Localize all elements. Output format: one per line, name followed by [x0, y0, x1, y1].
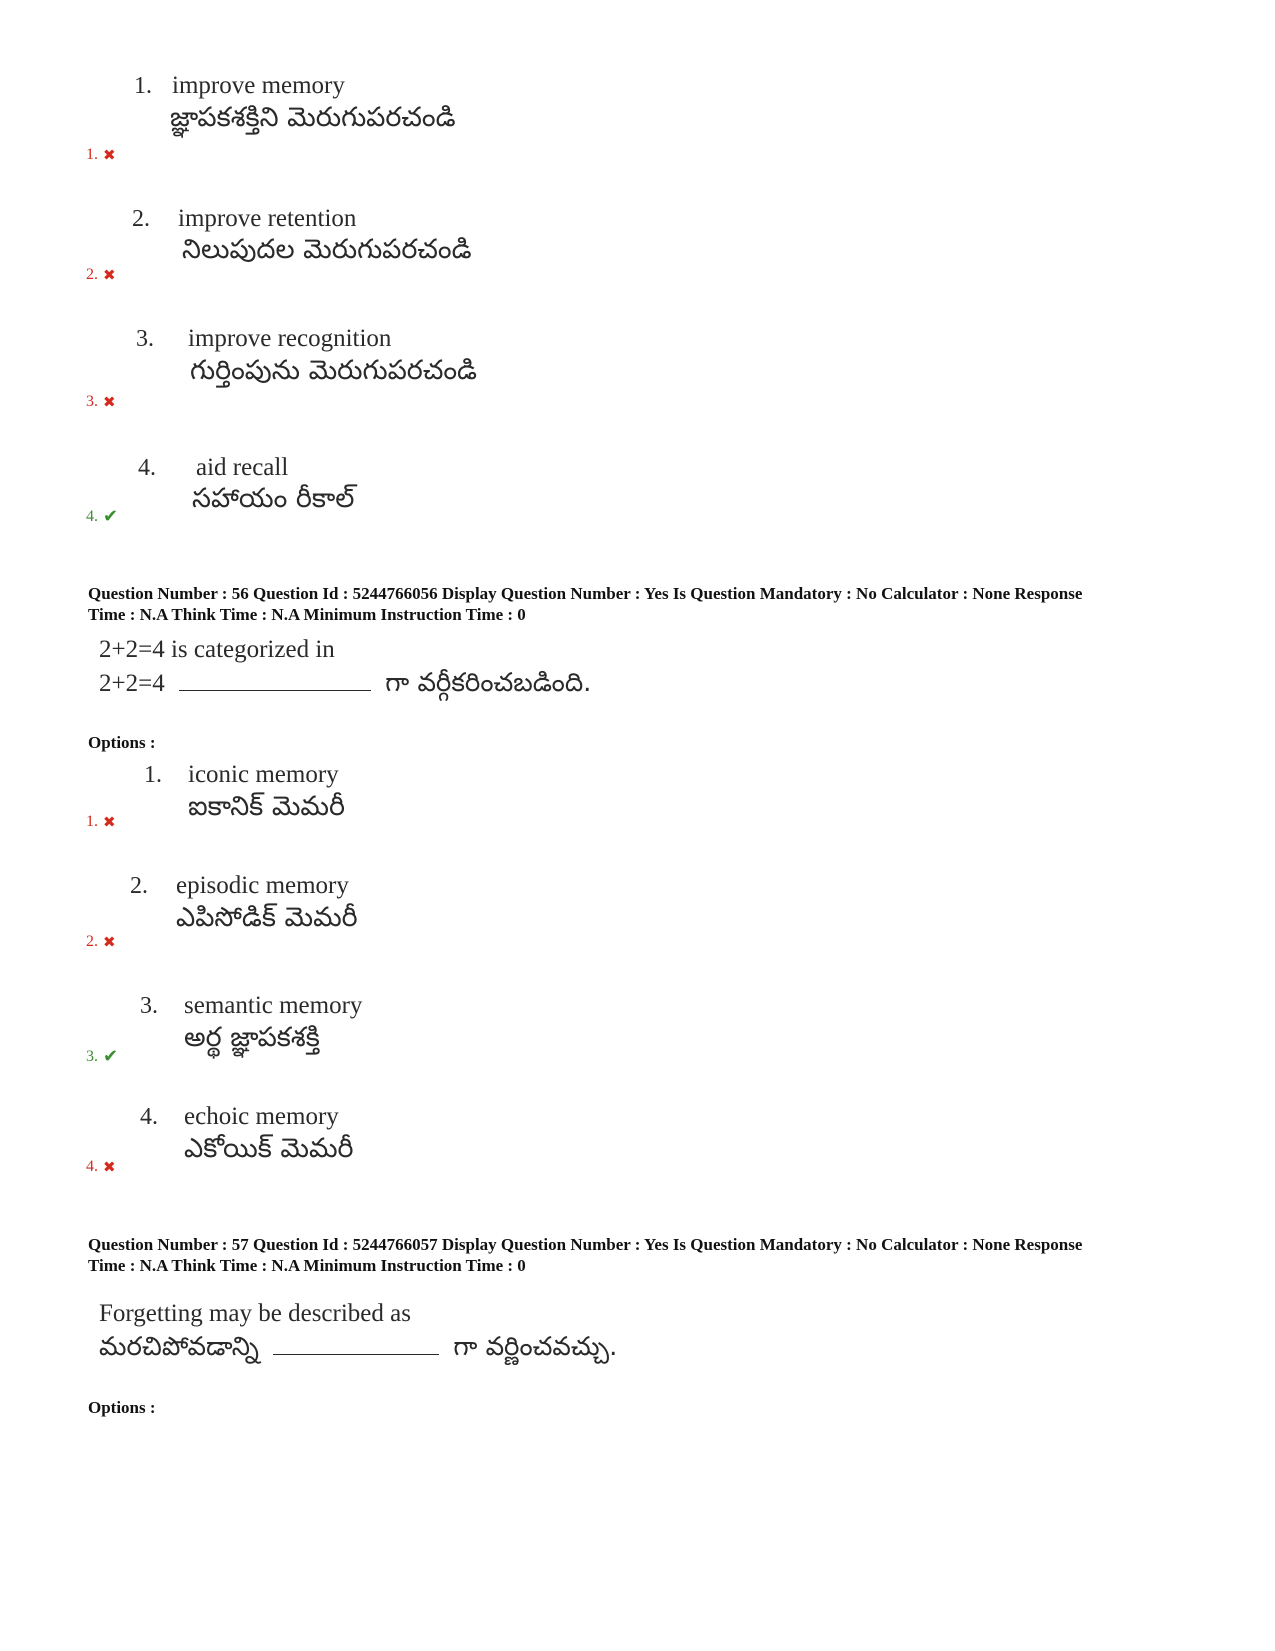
question-te-suffix: గా వర్ణించవచ్చు. [453, 1332, 618, 1362]
question-meta-line: Question Number : 57 Question Id : 5244766057 Display Question Number : Yes Is Question Mandatory : No Calculator : None Response [88, 1235, 1083, 1254]
question-meta-line: Time : N.A Think Time : N.A Minimum Instruction Time : 0 [88, 1256, 526, 1275]
options-label: Options : [88, 1398, 156, 1417]
question-text-te [99, 1332, 617, 1368]
option-text-en: echoic memory [184, 1103, 339, 1130]
option-text-en: episodic memory [176, 872, 349, 899]
option-text-te: జ్ఞాపకశక్తిని మెరుగుపరచండి [170, 102, 456, 133]
cross-mark-icon: ✖ [103, 933, 116, 951]
cross-mark-icon: ✖ [103, 393, 116, 411]
option-text-en: improve retention [178, 205, 357, 232]
answer-marker [86, 1158, 116, 1176]
answer-marker [86, 933, 116, 951]
option-number: 3. [136, 326, 154, 352]
question-te-prefix: 2+2=4 [99, 670, 165, 697]
marker-number: 4. [86, 507, 98, 525]
question-meta-line: Time : N.A Think Time : N.A Minimum Instruction Time : 0 [88, 605, 526, 624]
option-text-te: ఐకానిక్ మెమరీ [188, 791, 345, 822]
marker-number: 3. [86, 393, 98, 410]
option-text-te: అర్థ జ్ఞాపకశక్తి [184, 1022, 320, 1053]
question-text-en: 2+2=4 is categorized in [99, 636, 335, 663]
question-meta [88, 1234, 1198, 1276]
marker-number: 1. [86, 813, 98, 830]
check-mark-icon: ✔ [103, 506, 119, 527]
question-meta [88, 583, 1198, 625]
answer-marker [86, 813, 116, 831]
marker-number: 2. [86, 933, 98, 950]
question-meta-line: Question Number : 56 Question Id : 5244766056 Display Question Number : Yes Is Question Mandatory : No Calculator : None Response [88, 584, 1083, 603]
marker-number: 4. [86, 1158, 98, 1175]
option-text-en: improve memory [172, 72, 345, 99]
options-label: Options : [88, 733, 156, 752]
option-text-te: సహాయం రీకాల్ [192, 483, 355, 514]
answer-marker [86, 146, 116, 164]
marker-number: 1. [86, 146, 98, 163]
option-number: 3. [140, 993, 158, 1019]
option-text-en: iconic memory [188, 761, 339, 788]
answer-blank [273, 1353, 439, 1355]
option-text-te: ఎపిసోడిక్ మెమరీ [176, 902, 358, 933]
check-mark-icon: ✔ [103, 1046, 119, 1067]
marker-number: 3. [86, 1047, 98, 1065]
cross-mark-icon: ✖ [103, 1158, 116, 1176]
question-text-en: Forgetting may be described as [99, 1300, 411, 1327]
option-number: 2. [130, 873, 148, 899]
option-text-te: గుర్తింపును మెరుగుపరచండి [190, 355, 478, 386]
marker-number: 2. [86, 266, 98, 283]
answer-marker [86, 393, 116, 411]
option-text-en: semantic memory [184, 992, 363, 1019]
cross-mark-icon: ✖ [103, 813, 116, 831]
answer-blank [179, 689, 371, 691]
question-te-prefix: మరచిపోవడాన్ని [99, 1332, 259, 1362]
option-number: 1. [134, 73, 152, 99]
cross-mark-icon: ✖ [103, 146, 116, 164]
answer-marker [86, 266, 116, 284]
option-text-te: ఎకోయిక్ మెమరీ [184, 1133, 354, 1164]
cross-mark-icon: ✖ [103, 266, 116, 284]
option-text-te: నిలుపుదల మెరుగుపరచండి [182, 234, 472, 265]
option-text-en: aid recall [196, 454, 289, 481]
option-text-en: improve recognition [188, 325, 392, 352]
question-te-suffix: గా వర్గీకరించబడింది. [385, 668, 592, 698]
answer-marker [86, 1046, 118, 1067]
option-number: 1. [144, 762, 162, 788]
answer-marker [86, 506, 118, 527]
option-number: 4. [138, 455, 156, 481]
question-text-te [99, 668, 591, 704]
option-number: 4. [140, 1104, 158, 1130]
option-number: 2. [132, 206, 150, 232]
